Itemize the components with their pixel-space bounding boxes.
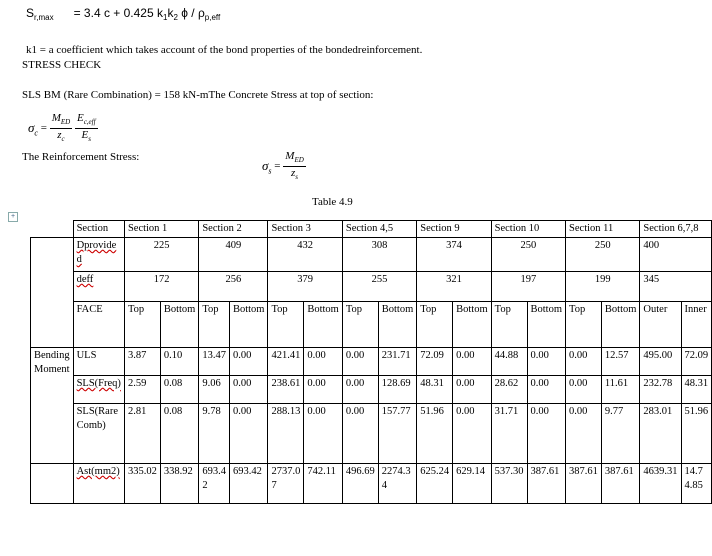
table-cell: 9.78 [199, 404, 230, 464]
table-cell: 387.61 [566, 464, 602, 504]
fraction-med-zs [283, 150, 306, 183]
blank-cell [31, 238, 74, 272]
table-cell: 12.57 [601, 348, 640, 376]
table-cell: 0.00 [304, 404, 343, 464]
table-cell: 0.00 [527, 348, 566, 376]
table-cell: 0.00 [527, 376, 566, 404]
table-cell: 421.41 [268, 348, 304, 376]
table-cell: 0.00 [229, 348, 268, 376]
table-cell: 345 [640, 272, 712, 302]
table-cell: 742.11 [304, 464, 343, 504]
dprovided-row [31, 238, 712, 272]
header-cell: Section 11 [566, 221, 640, 238]
table-cell: 0.00 [342, 348, 378, 376]
formula-k1-sub: 1 [163, 13, 168, 22]
blank-cell [31, 272, 74, 302]
sls-rare-row [31, 404, 712, 464]
table-cell: 0.00 [304, 376, 343, 404]
table-cell: 625.24 [417, 464, 453, 504]
table-cell: 0.00 [304, 348, 343, 376]
row-label: Ast(mm2) [73, 464, 124, 504]
table-cell: 338.92 [160, 464, 199, 504]
row-label: SLS(Rare Comb) [73, 404, 124, 464]
table-cell: 0.00 [566, 348, 602, 376]
sls-freq-row [31, 376, 712, 404]
header-cell: Section 2 [199, 221, 268, 238]
table-cell: 231.71 [378, 348, 417, 376]
table-cell: 374 [417, 238, 491, 272]
table-cell: 250 [566, 238, 640, 272]
den-z-sub: c [61, 135, 65, 144]
header-cell: Section 3 [268, 221, 342, 238]
table-cell: 0.10 [160, 348, 199, 376]
row-label: FACE [73, 302, 124, 348]
header-cell: Section 10 [491, 221, 565, 238]
table-cell: 2737.07 [268, 464, 304, 504]
face-row [31, 302, 712, 348]
sigma-s-sub: s [268, 166, 272, 176]
table-cell: 0.00 [566, 376, 602, 404]
sigma-s: σ [262, 157, 269, 173]
table-header-row [31, 221, 712, 238]
table-cell: 238.61 [268, 376, 304, 404]
table-cell: 387.61 [527, 464, 566, 504]
blank-cell [31, 221, 74, 238]
table-cell: 4639.31 [640, 464, 681, 504]
table-cell: 387.61 [601, 464, 640, 504]
formula-lhs: S [26, 6, 35, 20]
table-cell: 3.87 [124, 348, 160, 376]
table-cell: 0.00 [342, 404, 378, 464]
fraction-med-zc [50, 112, 73, 145]
face-cell: Bottom [601, 302, 640, 348]
table-cell: 255 [342, 272, 416, 302]
header-cell: Section 4,5 [342, 221, 416, 238]
reinforcement-stress-text: The Reinforcement Stress: [22, 151, 140, 163]
row-label: ULS [73, 348, 124, 376]
table-cell: 0.00 [342, 376, 378, 404]
group-label: Bending Moment [31, 348, 74, 464]
table-cell: 629.14 [453, 464, 492, 504]
k1-definition: k1 = a coefficient which takes account of the bond properties of the bondedreinforcement. [26, 44, 423, 56]
formula-lhs-sub: r,max [34, 13, 54, 22]
table-cell: 72.09 [681, 348, 712, 376]
formula-concrete [28, 112, 98, 145]
table-cell: 432 [268, 238, 342, 272]
formula-k2: k [167, 6, 174, 20]
sigma-c-sub: c [34, 128, 38, 138]
stress-check-heading: STRESS CHECK [22, 59, 102, 71]
table-cell: 0.00 [527, 404, 566, 464]
table-cell: 51.96 [681, 404, 712, 464]
face-cell: Top [566, 302, 602, 348]
table-cell: 48.31 [681, 376, 712, 404]
table-cell: 225 [124, 238, 198, 272]
table-cell: 496.69 [342, 464, 378, 504]
table-cell: 9.06 [199, 376, 230, 404]
table-cell: 0.00 [229, 376, 268, 404]
blank-cell [31, 464, 74, 504]
table-cell: 2274.34 [378, 464, 417, 504]
formula-rho-sub: p,eff [204, 13, 221, 22]
formula-phi-rho: ϕ / ρ [177, 6, 205, 20]
row-label: Dprovided [73, 238, 124, 272]
table-cell: 0.08 [160, 376, 199, 404]
table-cell: 2.81 [124, 404, 160, 464]
face-cell: Top [417, 302, 453, 348]
face-cell: Outer [640, 302, 681, 348]
table-cell: 250 [491, 238, 565, 272]
table-cell: 9.77 [601, 404, 640, 464]
table-cell: 400 [640, 238, 712, 272]
table-cell: 172 [124, 272, 198, 302]
table-cell: 321 [417, 272, 491, 302]
num-e-sub: c,eff [83, 118, 96, 127]
blank-cell [31, 302, 74, 348]
fraction-eceff-es [75, 112, 98, 145]
face-cell: Inner [681, 302, 712, 348]
face-cell: Top [268, 302, 304, 348]
table-cell: 693.42 [229, 464, 268, 504]
face-cell: Bottom [378, 302, 417, 348]
sigma-c: σ [28, 119, 35, 135]
table-cell: 232.78 [640, 376, 681, 404]
formula-steel [262, 150, 306, 183]
table-cell: 283.01 [640, 404, 681, 464]
row-label: deff [73, 272, 124, 302]
den-z-sub: s [295, 173, 299, 182]
table-cell: 0.00 [453, 348, 492, 376]
num-e: E [76, 112, 84, 124]
header-cell: Section 9 [417, 221, 491, 238]
den-z: z [291, 167, 296, 180]
header-cell: Section 1 [124, 221, 198, 238]
table-cell: 157.77 [378, 404, 417, 464]
table-cell: 308 [342, 238, 416, 272]
table-cell: 0.08 [160, 404, 199, 464]
formula-k2-sub: 2 [173, 13, 178, 22]
table-move-handle-icon[interactable]: + [8, 212, 18, 222]
table-cell: 197 [491, 272, 565, 302]
table-cell: 0.00 [229, 404, 268, 464]
table-cell: 13.47 [199, 348, 230, 376]
table-cell: 409 [199, 238, 268, 272]
face-cell: Top [124, 302, 160, 348]
table-cell: 2.59 [124, 376, 160, 404]
eq-sign: = [274, 160, 281, 173]
header-cell: Section 6,7,8 [640, 221, 712, 238]
table-cell: 0.00 [566, 404, 602, 464]
face-cell: Top [199, 302, 230, 348]
header-cell: Section [73, 221, 124, 238]
den-e: E [81, 129, 89, 142]
face-cell: Bottom [453, 302, 492, 348]
num-m-sub: ED [294, 156, 304, 165]
table-cell: 44.88 [491, 348, 527, 376]
table-cell: 199 [566, 272, 640, 302]
table-cell: 495.00 [640, 348, 681, 376]
table-cell: 537.30 [491, 464, 527, 504]
table-cell: 693.42 [199, 464, 230, 504]
deff-row [31, 272, 712, 302]
face-cell: Top [491, 302, 527, 348]
table-cell: 128.69 [378, 376, 417, 404]
face-cell: Bottom [229, 302, 268, 348]
table-cell: 72.09 [417, 348, 453, 376]
results-table [30, 220, 712, 504]
face-cell: Bottom [304, 302, 343, 348]
sls-bm-text: SLS BM (Rare Combination) = 158 kN-mThe Concrete Stress at top of section: [22, 89, 374, 101]
den-e-sub: s [88, 135, 91, 144]
face-cell: Bottom [527, 302, 566, 348]
row-label: SLS(Freq) [73, 376, 124, 404]
num-m: M [51, 112, 61, 124]
table-cell: 379 [268, 272, 342, 302]
table-cell: 48.31 [417, 376, 453, 404]
uls-row [31, 348, 712, 376]
eq-sign: = [40, 122, 47, 135]
formula-srmax [26, 6, 220, 22]
table-cell: 31.71 [491, 404, 527, 464]
face-cell: Top [342, 302, 378, 348]
table-cell: 51.96 [417, 404, 453, 464]
table-cell: 11.61 [601, 376, 640, 404]
table-cell: 28.62 [491, 376, 527, 404]
table-cell: 0.00 [453, 404, 492, 464]
table-cell: 288.13 [268, 404, 304, 464]
num-m: M [285, 150, 295, 162]
face-cell: Bottom [160, 302, 199, 348]
ast-row [31, 464, 712, 504]
table-cell: 335.02 [124, 464, 160, 504]
formula-rhs: = 3.4 c + 0.425 k [73, 6, 163, 20]
den-z: z [57, 129, 62, 142]
table-cell: 14.74.85 [681, 464, 712, 504]
num-m-sub: ED [60, 118, 71, 127]
table-cell: 0.00 [453, 376, 492, 404]
table-caption: Table 4.9 [312, 196, 353, 208]
table-cell: 256 [199, 272, 268, 302]
